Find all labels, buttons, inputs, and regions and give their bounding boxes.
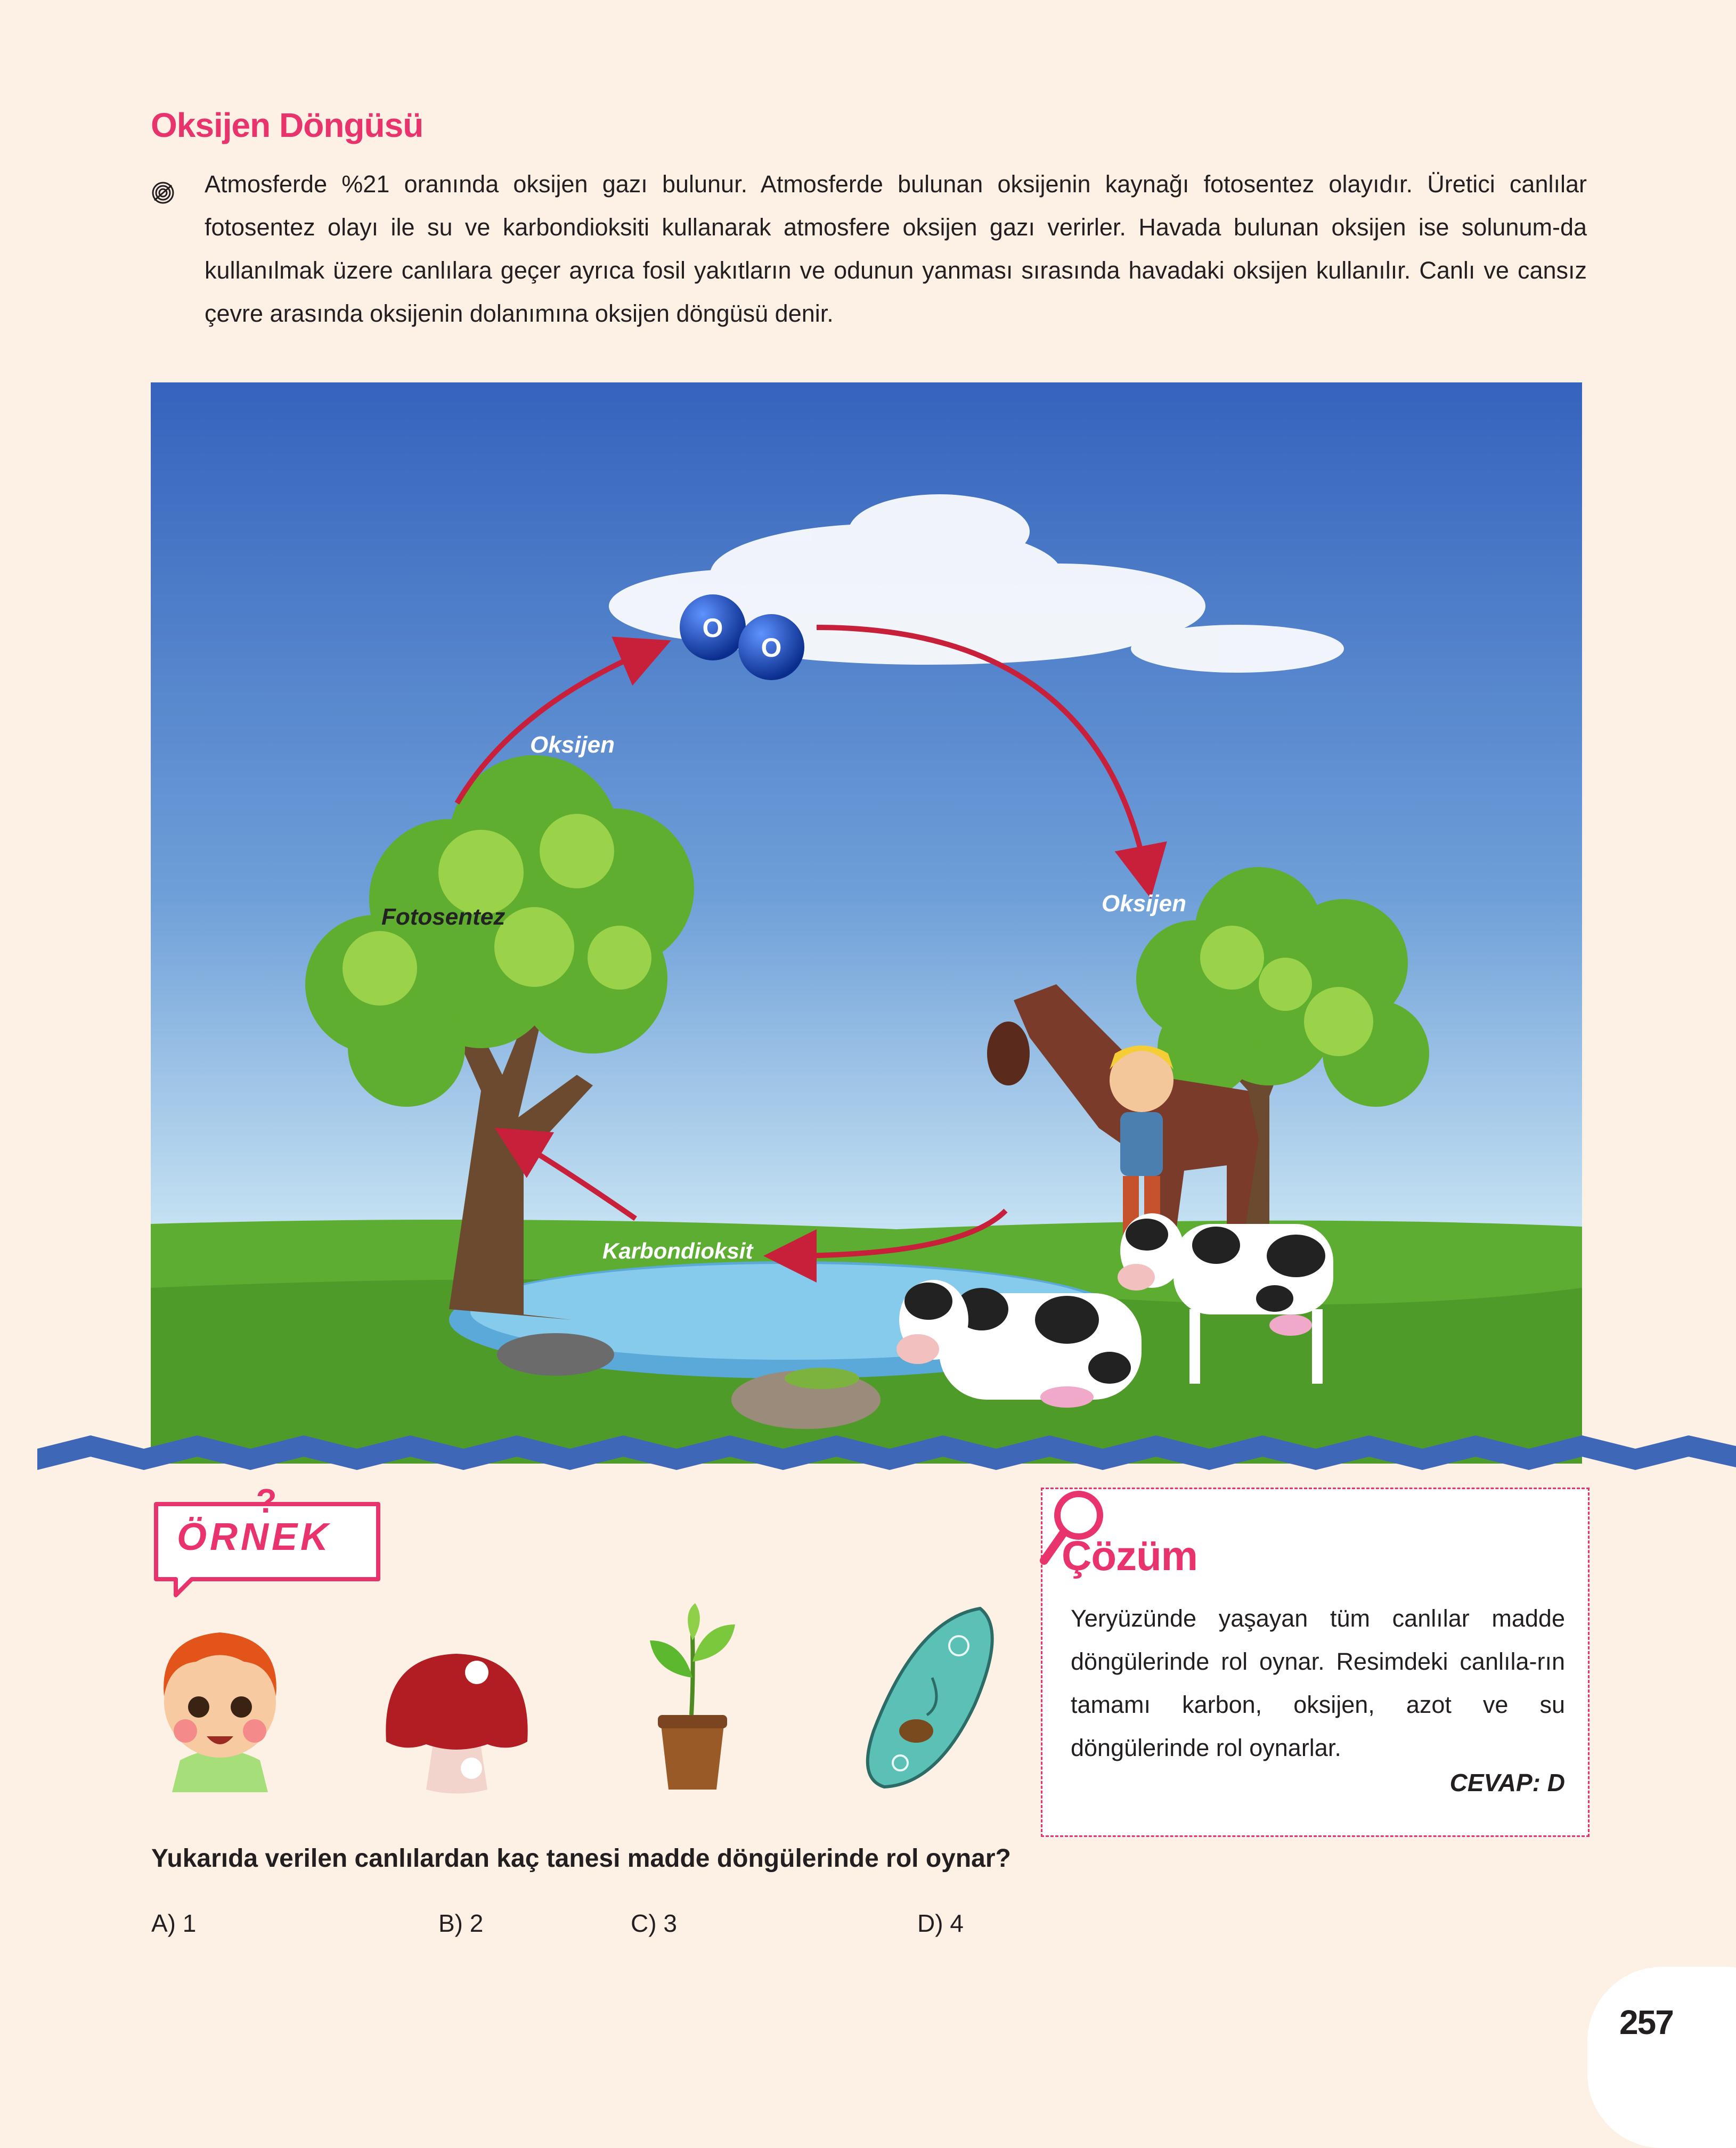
section-title: Oksijen Döngüsü [151,106,423,144]
intro-paragraph: Atmosferde %21 oranında oksijen gazı bulunur. Atmosferde bulunan oksijenin kaynağı fotosentez olayıdır. Üretici canlılar fotosentez olayı ile su ve karbondioksiti kullanarak atmosfere oksijen gazı verirler. Havada bulunan oksijen ise solunum-da kullanılmak üzere canlılara geçer ayrıca fosil yakıtların ve odunun yanması sırasında havadaki oksijen kullanılır. Canlı ve cansız çevre arasında oksijenin dolanımına oksijen döngüsü denir. [205,170,1587,327]
solution-answer: CEVAP: D [1449,1769,1565,1796]
label-oxygen-down: Oksijen [1102,891,1186,917]
option-d: D) 4 [917,1909,964,1937]
page-number: 257 [1619,2003,1673,2041]
option-c: C) 3 [631,1909,677,1937]
label-photosynthesis: Fotosentez [381,904,506,930]
seedling-pot-icon [645,1603,740,1795]
option-a: A) 1 [151,1909,197,1937]
solution-title: Çözüm [1062,1532,1197,1579]
label-oxygen-up: Oksijen [530,732,615,758]
option-b: B) 2 [438,1909,484,1937]
spiral-bullet-icon [151,181,175,205]
rock [497,1333,614,1376]
ornek-label: ÖRNEK [177,1516,332,1558]
oxygen-atom-2: O [761,633,782,663]
badge-question-mark: ? [256,1486,277,1520]
solution-text: Yeryüzünde yaşayan tüm canlılar madde döngülerinde rol oynar. Resimdeki canlıla-rın tamamı karbon, oksijen, azot ve su döngülerinde rol oynarlar. [1071,1605,1565,1761]
oxygen-atom-1: O [702,613,723,643]
child-icon [148,1616,292,1792]
label-co2: Karbondioksit [602,1238,753,1263]
page-number-tab [1587,1967,1736,2148]
question-text: Yukarıda verilen canlılardan kaç tanesi madde döngülerinde rol oynar? [151,1844,1011,1873]
paramecium-icon [852,1598,1007,1795]
oxygen-cycle-illustration [151,382,1582,1464]
mushroom-icon [381,1646,533,1795]
zigzag-divider [37,1435,1736,1473]
